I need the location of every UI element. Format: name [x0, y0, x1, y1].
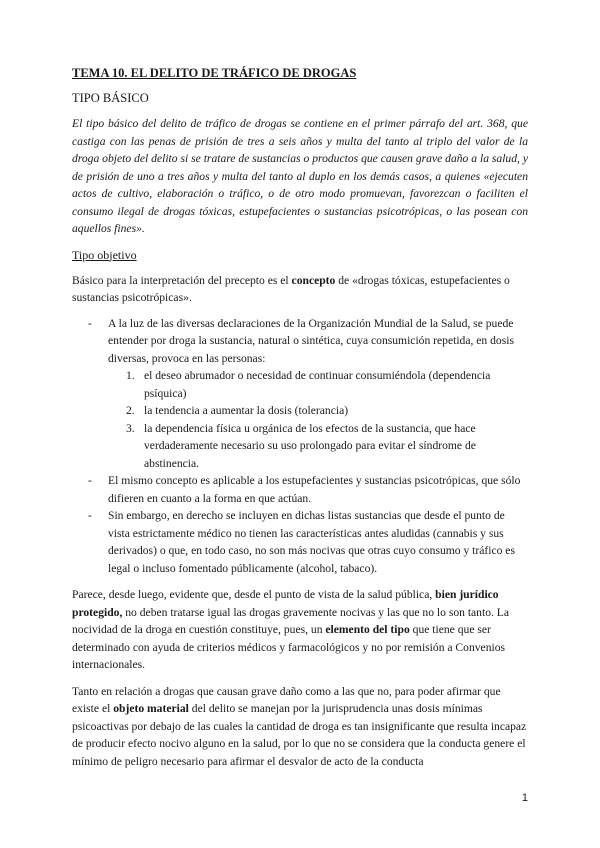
paragraph-text: del delito se manejan por la jurisprudencia unas dosis mínimas psicoactivas por debajo de las cuales la cantidad de droga es tan insignificante que resulta incapaz de producir efecto nocivo alguno en la salud, por lo que no se considera que la conducta genere el mínimo de peligro necesario para afirmar el desvalor de acto de la conducta	[72, 702, 527, 768]
intro-text-2: de «drogas tóxicas, estupefacientes o sustancias psicotrópicas».	[72, 273, 510, 304]
list-item-text: Sin embargo, en derecho se incluyen en dichas listas sustancias que desde el punto de vista estrictamente médico no tienen las características antes aludidas (cannabis y sus derivados) o que, en todo caso, no son más nocivas que otras cuyo consumo y tráfico es legal o incluso fomentado públicamente (alcohol, tabaco).	[108, 509, 515, 575]
subsection-heading: Tipo objetivo	[72, 247, 137, 262]
item-number: 2.	[126, 404, 135, 417]
document-title: TEMA 10. EL DELITO DE TRÁFICO DE DROGAS	[72, 66, 357, 80]
intro-bold: concepto	[291, 273, 336, 287]
intro-paragraph	[72, 272, 528, 307]
page-number: 1	[521, 792, 528, 804]
document-page	[72, 66, 528, 770]
paragraph-legal-interest	[72, 586, 528, 674]
numbered-item-text: el deseo abrumador o necesidad de continuar consumiéndola (dependencia psíquica)	[144, 369, 491, 400]
item-number: 1.	[126, 369, 135, 382]
dash-bullet: -	[88, 316, 92, 330]
paragraph-text: no deben tratarse igual las drogas gravemente nocivas y las que no lo son tanto. La nocividad de la droga en cuestión constituye, pues, un	[72, 605, 510, 636]
legal-quote: El tipo básico del delito de tráfico de drogas se contiene en el primer párrafo del art. 368, que castiga con las penas de prisión de tres a seis años y multa del tanto al triplo del valor de la droga objeto del delito si se tratare de sustancias o productos que causen grave daño a la salud, y de prisión de uno a tres años y multa del tanto al duplo en los demás casos, a quienes «ejecuten actos de cultivo, elaboración o tráfico, o de otro modo promuevan, favorezcan o faciliten el consumo ilegal de drogas tóxicas, estupefacientes o sustancias psicotrópicas, o las posean con aquellos fines».	[72, 117, 528, 235]
intro-text-1: Básico para la interpretación del precepto es el	[72, 273, 292, 287]
paragraph-text: que tiene que ser determinado con ayuda de criterios médicos y farmacológicos y no por remisión a Convenios internacionales.	[72, 623, 506, 671]
bold-term: elemento del tipo	[325, 623, 410, 636]
numbered-item-text: la dependencia física u orgánica de los efectos de la sustancia, que hace verdaderamente necesario su uso prolongado para evitar el síndrome de abstinencia.	[144, 421, 476, 470]
numbered-item-text: la tendencia a aumentar la dosis (tolerancia)	[144, 404, 349, 417]
numbered-item	[108, 402, 528, 420]
paragraph-text: Parece, desde luego, evidente que, desde el punto de vista de la salud pública,	[72, 588, 436, 601]
bullet-list	[72, 315, 528, 578]
list-item	[72, 507, 528, 577]
list-item-text: A la luz de las diversas declaraciones de la Organización Mundial de la Salud, se puede entender por droga la sustancia, natural o sintética, cuya consumición repetida, en dosis diversas, provoca en las personas:	[108, 316, 514, 365]
list-item	[72, 472, 528, 507]
item-number: 3.	[126, 421, 135, 435]
section-heading: TIPO BÁSICO	[72, 91, 149, 105]
list-item	[72, 315, 528, 473]
dash-bullet: -	[88, 509, 92, 522]
numbered-item	[108, 420, 528, 473]
numbered-item	[108, 367, 528, 402]
list-item-text: El mismo concepto es aplicable a los estupefacientes y sustancias psicotrópicas, que sólo difieren en cuanto a la forma en que actúan.	[108, 474, 521, 505]
paragraph-text: Tanto en relación a drogas que causan grave daño como a las que no, para poder afirmar que existe el	[72, 684, 501, 715]
numbered-list	[108, 367, 528, 472]
paragraph-material-object	[72, 683, 528, 771]
bold-term: objeto material	[113, 702, 189, 715]
dash-bullet: -	[88, 474, 92, 487]
bold-term: bien jurídico protegido,	[72, 588, 499, 619]
